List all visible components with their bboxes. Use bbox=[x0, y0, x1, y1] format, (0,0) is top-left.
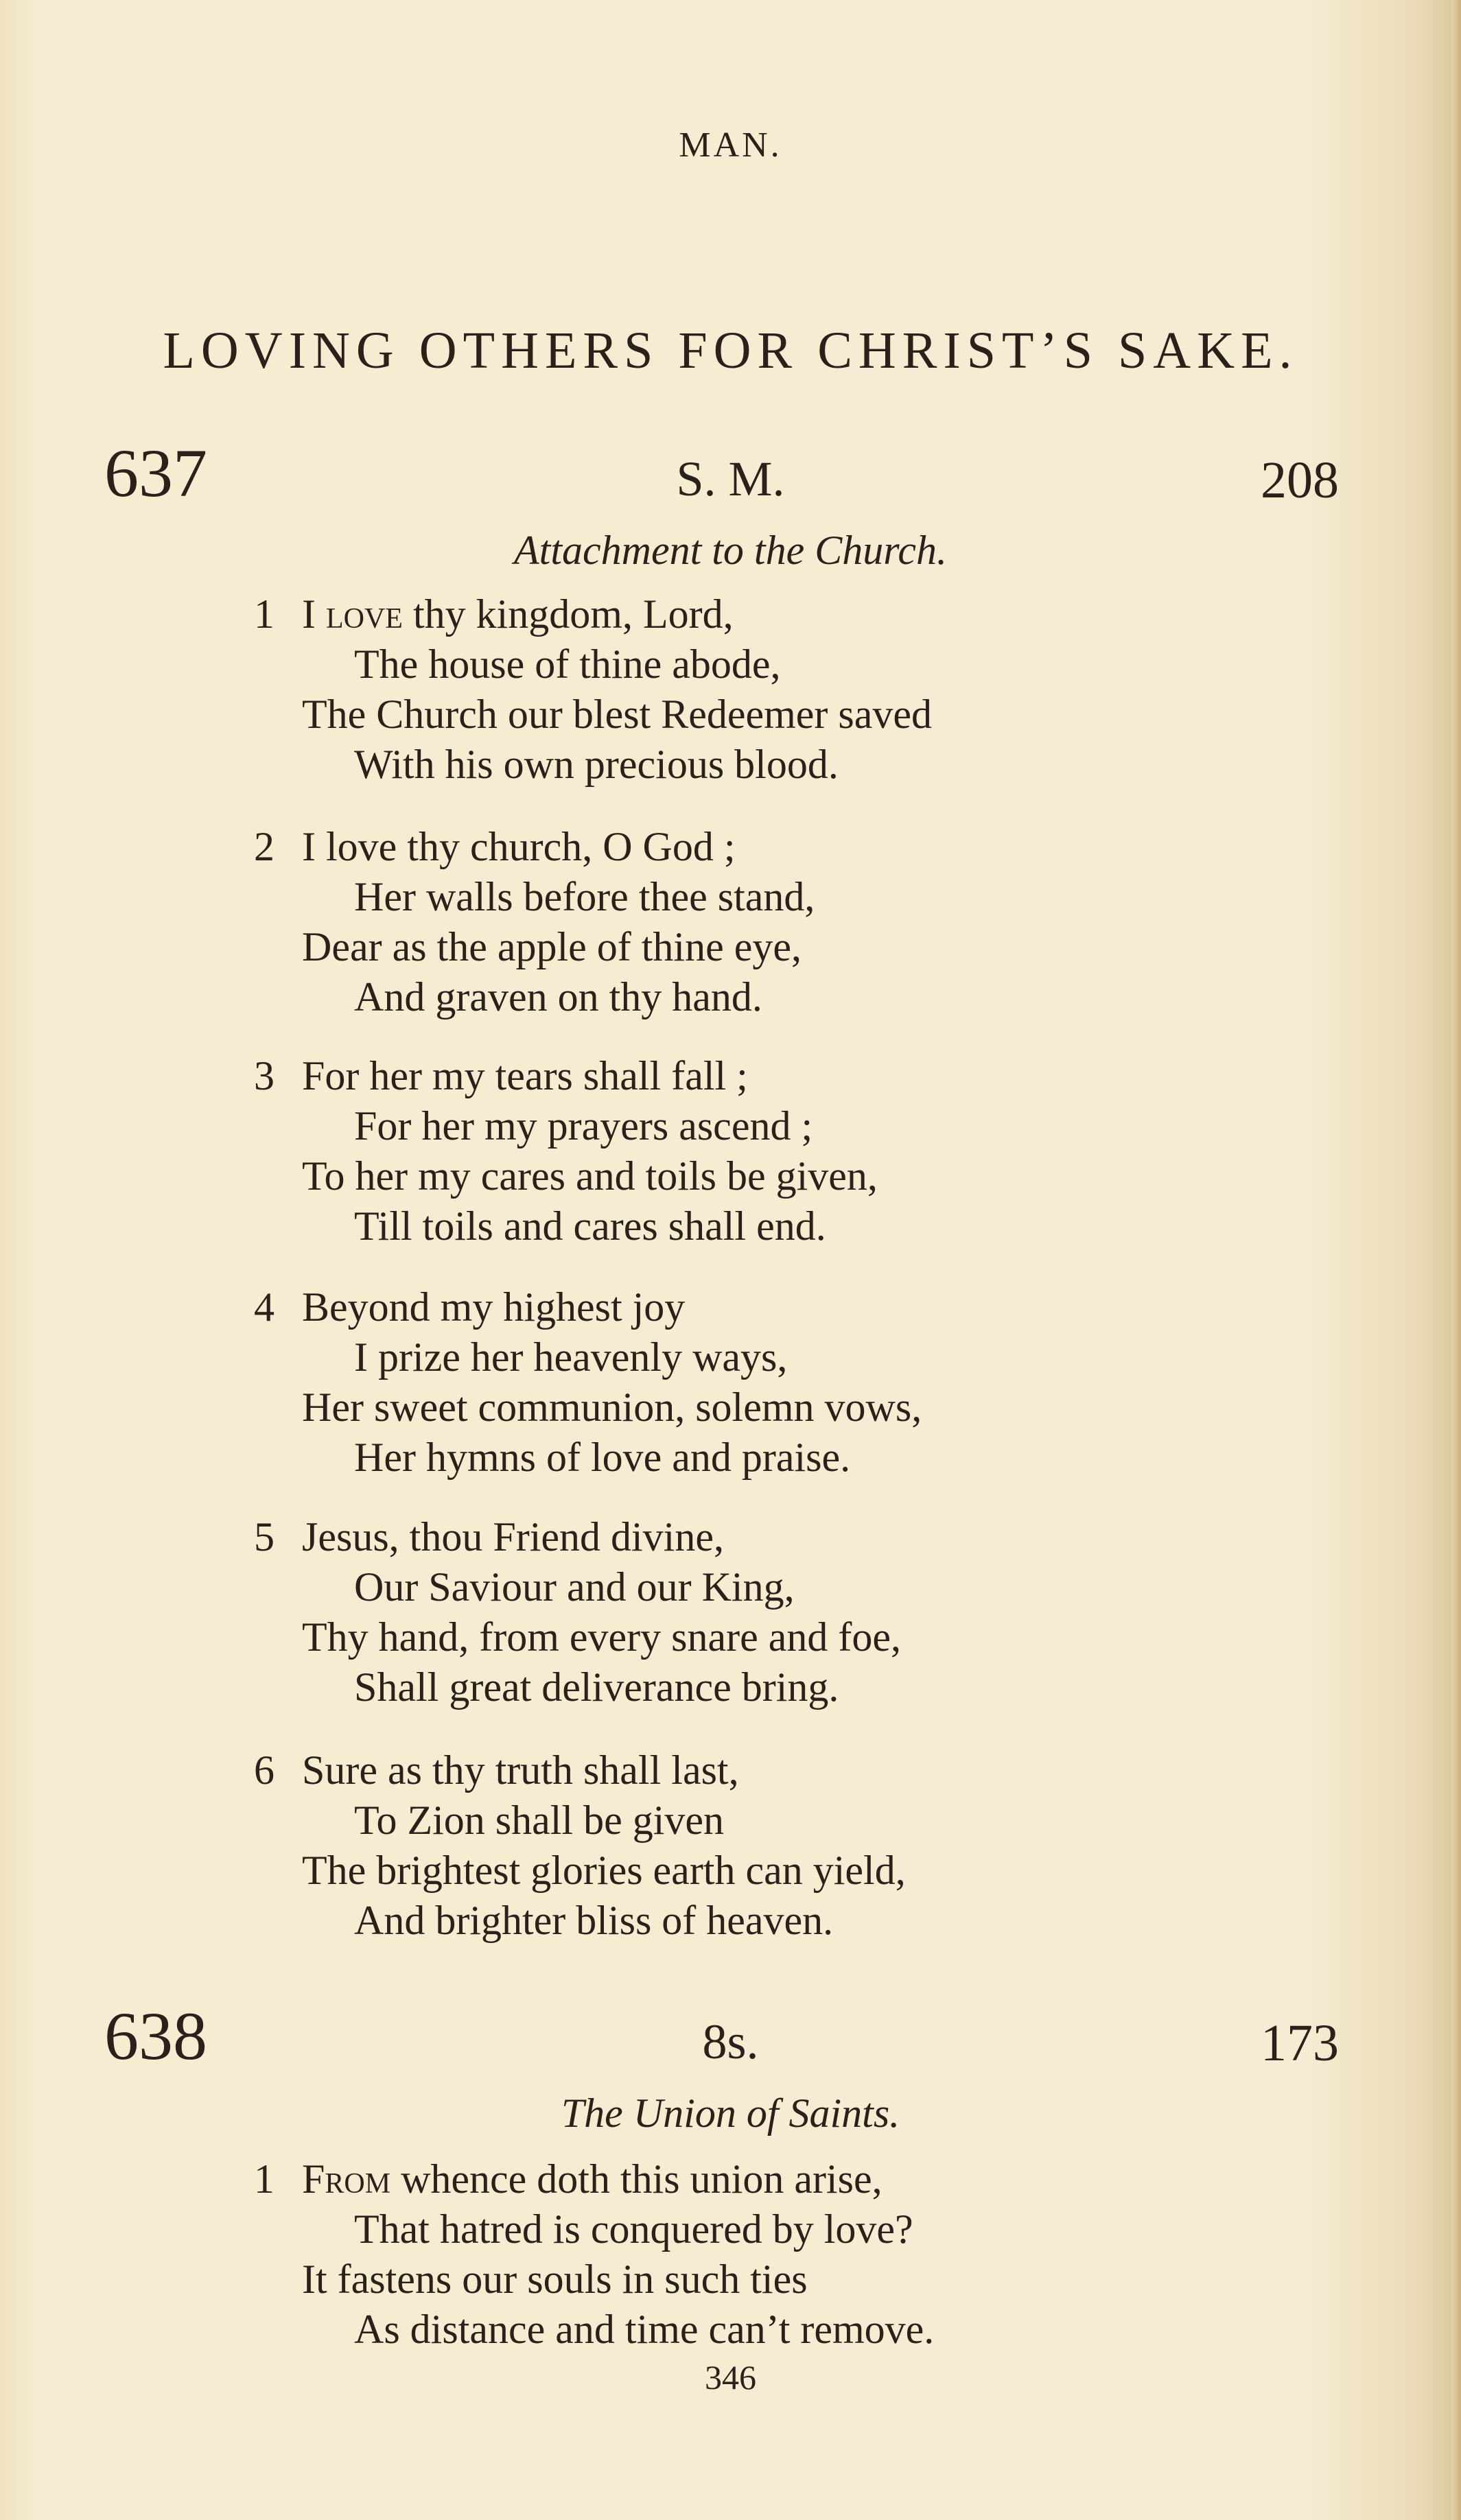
verse-line: Till toils and cares shall end. bbox=[354, 1203, 826, 1249]
verse-line-text: For her my tears shall fall ; bbox=[302, 1053, 748, 1098]
page-number: 346 bbox=[705, 2358, 756, 2397]
verse-line: As distance and time can’t remove. bbox=[354, 2307, 935, 2352]
verse-line bbox=[302, 593, 734, 635]
verse-number: 2 bbox=[254, 824, 274, 869]
verse-line: That hatred is conquered by love? bbox=[354, 2206, 913, 2252]
verse-line-text: Jesus, thou Friend divine, bbox=[302, 1514, 724, 1559]
verse-line: And brighter bliss of heaven. bbox=[354, 1898, 834, 1943]
hymn-meter: 8s. bbox=[702, 2014, 759, 2069]
verse-line: The house of thine abode, bbox=[354, 641, 781, 687]
hymn-number: 637 bbox=[104, 435, 207, 511]
hymn-tune-number: 173 bbox=[1261, 2014, 1339, 2072]
verse-line-text: Sure as thy truth shall last, bbox=[302, 1747, 739, 1793]
verse-line: Her sweet communion, solemn vows, bbox=[302, 1385, 922, 1430]
verse-line: With his own precious blood. bbox=[354, 742, 839, 787]
hymn-number: 638 bbox=[104, 1998, 207, 2074]
verse-number: 4 bbox=[254, 1284, 274, 1330]
verse-line: Thy hand, from every snare and foe, bbox=[302, 1614, 901, 1660]
verse-line bbox=[302, 2158, 883, 2200]
running-head: MAN. bbox=[679, 126, 782, 165]
verse-line bbox=[302, 1747, 739, 1793]
verse-line: The brightest glories earth can yield, bbox=[302, 1848, 906, 1893]
verse-lead-word: From bbox=[302, 2156, 391, 2202]
verse-number: 5 bbox=[254, 1514, 274, 1559]
section-title: LOVING OTHERS FOR CHRIST’S SAKE. bbox=[163, 322, 1298, 379]
verse-line: To Zion shall be given bbox=[354, 1798, 725, 1843]
verse-line bbox=[302, 1055, 748, 1096]
verse-line: For her my prayers ascend ; bbox=[354, 1103, 813, 1149]
verse-line-text: thy kingdom, Lord, bbox=[402, 591, 734, 637]
verse-line: It fastens our souls in such ties bbox=[302, 2257, 808, 2302]
verse-number: 1 bbox=[254, 591, 274, 637]
verse-number: 3 bbox=[254, 1053, 274, 1098]
verse-line: Shall great deliverance bring. bbox=[354, 1664, 839, 1710]
verse-number: 6 bbox=[254, 1747, 274, 1793]
verse-line: Her walls before thee stand, bbox=[354, 874, 815, 919]
hymn-subtitle: Attachment to the Church. bbox=[514, 528, 947, 573]
verse-line bbox=[302, 826, 736, 867]
verse-line bbox=[302, 1516, 724, 1557]
verse-line: To her my cares and toils be given, bbox=[302, 1153, 878, 1199]
verse-line: And graven on thy hand. bbox=[354, 974, 762, 1020]
verse-number: 1 bbox=[254, 2156, 274, 2202]
hymn-meter: S. M. bbox=[676, 451, 785, 506]
verse-line: Her hymns of love and praise. bbox=[354, 1435, 851, 1480]
verse-lead-word: I love bbox=[302, 591, 403, 637]
hymn-subtitle: The Union of Saints. bbox=[561, 2091, 900, 2136]
verse-line: Our Saviour and our King, bbox=[354, 1564, 795, 1610]
verse-line-text: Beyond my highest joy bbox=[302, 1284, 686, 1330]
verse-line-text: I love thy church, O God ; bbox=[302, 824, 736, 869]
verse-line: I prize her heavenly ways, bbox=[354, 1334, 788, 1380]
hymn-tune-number: 208 bbox=[1261, 451, 1339, 509]
verse-line-text: whence doth this union arise, bbox=[390, 2156, 883, 2202]
verse-line: The Church our blest Redeemer saved bbox=[302, 692, 933, 737]
verse-line: Dear as the apple of thine eye, bbox=[302, 924, 802, 969]
verse-line bbox=[302, 1286, 685, 1328]
